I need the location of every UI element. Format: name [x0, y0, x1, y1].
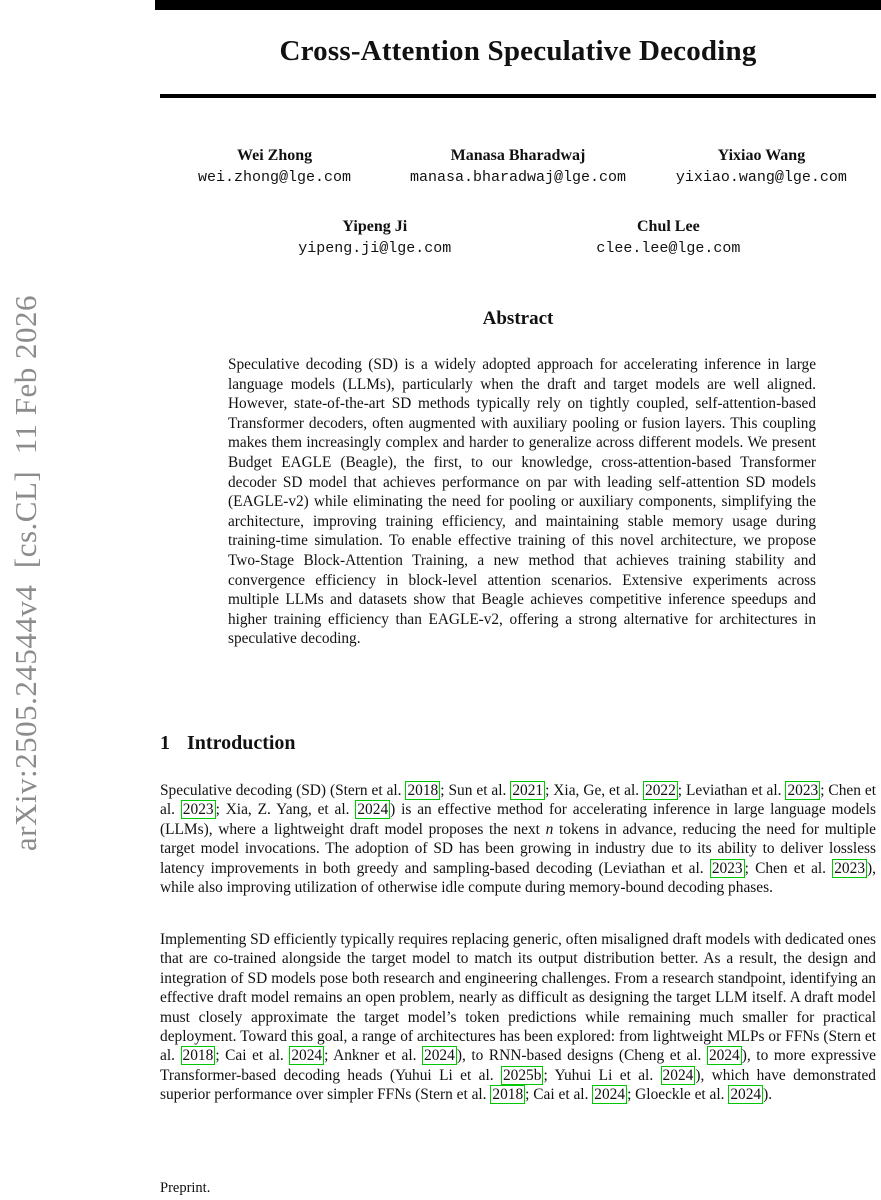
author-name: Yipeng Ji — [342, 218, 408, 235]
author-email: yixiao.wang@lge.com — [675, 169, 847, 186]
math-variable: n — [545, 820, 554, 838]
citation-link[interactable]: 2018 — [182, 1047, 214, 1065]
author-name: Manasa Bharadwaj — [450, 147, 586, 164]
abstract-heading: Abstract — [482, 308, 554, 329]
author-block — [160, 146, 389, 188]
citation-link[interactable]: 2021 — [512, 782, 544, 799]
authors-row-2 — [160, 217, 876, 259]
citation-link[interactable]: 2024 — [662, 1066, 694, 1084]
author-block — [518, 217, 819, 259]
author-name: Wei Zhong — [236, 147, 313, 164]
author-block — [647, 146, 876, 188]
citation-link[interactable]: 2024 — [730, 1086, 762, 1104]
author-email: yipeng.ji@lge.com — [298, 240, 452, 257]
intro-paragraph-1: Speculative decoding (SD) (Stern et al. 2018 ; Sun et al. 2021 ; Xia, Ge, et al. 2022 ; Leviathan et al. 2023 ; Chen et al. 2023 ; Xia, Z. Yang, et al. 2024 ) is an effective method for accelerating inference in large language models (LLMs), where a lightweight draft model proposes the next n tokens in advance, reducing the need for multiple target model invocations. The adoption of SD has been growing in industry due to its ability to deliver lossless latency improvements in both greedy and sampling-based decoding (Leviathan et al. 2023 ; Chen et al. 2023 ), while also improving utilization of otherwise idle compute during memory-bound decoding phases. — [160, 782, 876, 897]
top-thick-rule — [155, 0, 881, 10]
author-block — [389, 146, 647, 188]
paper-title: Cross-Attention Speculative Decoding — [279, 35, 757, 67]
citation-link[interactable]: 2018 — [492, 1086, 524, 1104]
citation-link[interactable]: 2025b — [502, 1066, 542, 1084]
arxiv-watermark: arXiv:2505.24544v4 [cs.CL] 11 Feb 2026 — [8, 294, 43, 852]
authors-row-1 — [160, 146, 876, 188]
citation-link[interactable]: 2024 — [708, 1047, 740, 1065]
citation-link[interactable]: 2023 — [834, 859, 866, 877]
citation-link[interactable]: 2023 — [787, 782, 819, 799]
citation-link[interactable]: 2024 — [357, 801, 389, 819]
citation-link[interactable]: 2022 — [645, 782, 676, 799]
title-rule — [160, 94, 876, 98]
citation-link[interactable]: 2023 — [711, 859, 743, 877]
section-title: Introduction — [187, 732, 296, 754]
section-number: 1 — [160, 732, 170, 754]
intro-paragraph-2: Implementing SD efficiently typically requires replacing generic, often misaligned draft models with dedicated ones that are co-trained alongside the target model to match its output distribution better. As a result, the design and integration of SD models pose both research and engineering challenges. From a research standpoint, identifying an effective draft model remains an open problem, nearly as difficult as designing the target LLM itself. A draft model must closely approximate the target model’s token predictions while remaining much smaller for practical deployment. Toward this goal, a range of architectures has been explored: from lightweight MLPs or FFNs (Stern et al. 2018 ; Cai et al. 2024 ; Ankner et al. 2024 ), to RNN-based designs (Cheng et al. 2024 ), to more expressive Transformer-based decoding heads (Yuhui Li et al. 2025b ; Yuhui Li et al. 2024 ), which have demonstrated superior performance over simpler FFNs (Stern et al. 2018 ; Cai et al. 2024 ; Gloeckle et al. 2024 ). — [160, 931, 877, 1104]
citation-link[interactable]: 2023 — [182, 801, 214, 819]
citation-link[interactable]: 2024 — [594, 1086, 626, 1104]
author-name: Yixiao Wang — [717, 147, 806, 164]
author-name: Chul Lee — [637, 218, 700, 235]
section-heading-introduction — [160, 732, 876, 755]
citation-link[interactable]: 2024 — [291, 1047, 323, 1065]
author-email: clee.lee@lge.com — [596, 240, 741, 257]
author-email: manasa.bharadwaj@lge.com — [409, 169, 626, 186]
citation-link[interactable]: 2024 — [424, 1047, 455, 1065]
author-block — [232, 217, 518, 259]
citation-link[interactable]: 2018 — [407, 782, 439, 799]
preprint-footnote: Preprint. — [160, 1180, 211, 1196]
abstract-text: Speculative decoding (SD) is a widely adopted approach for accelerating inference in large language models (LLMs), particularly when the draft and target models are well aligned. However, state-of-the-art SD methods typically rely on tightly coupled, self-attention-based Transformer decoders, often augmented with auxiliary pooling or fusion layers. This coupling makes them increasingly complex and harder to generalize across different models. We present Budget EAGLE (Beagle), the first, to our knowledge, cross-attention-based Transformer decoder SD model that achieves performance on par with leading self-attention SD models (EAGLE-v2) while eliminating the need for pooling or auxiliary components, simplifying the architecture, improving training efficiency, and maintaining stable memory usage during training-time simulation. To enable effective training of this novel architecture, we propose Two-Stage Block-Attention Training, a new method that achieves training stability and convergence efficiency in block-level attention scenarios. Extensive experiments across multiple LLMs and datasets show that Beagle achieves competitive inference speedups and higher training efficiency than EAGLE-v2, offering a strong alternative for architectures in speculative decoding. — [228, 356, 816, 648]
author-email: wei.zhong@lge.com — [198, 169, 352, 186]
